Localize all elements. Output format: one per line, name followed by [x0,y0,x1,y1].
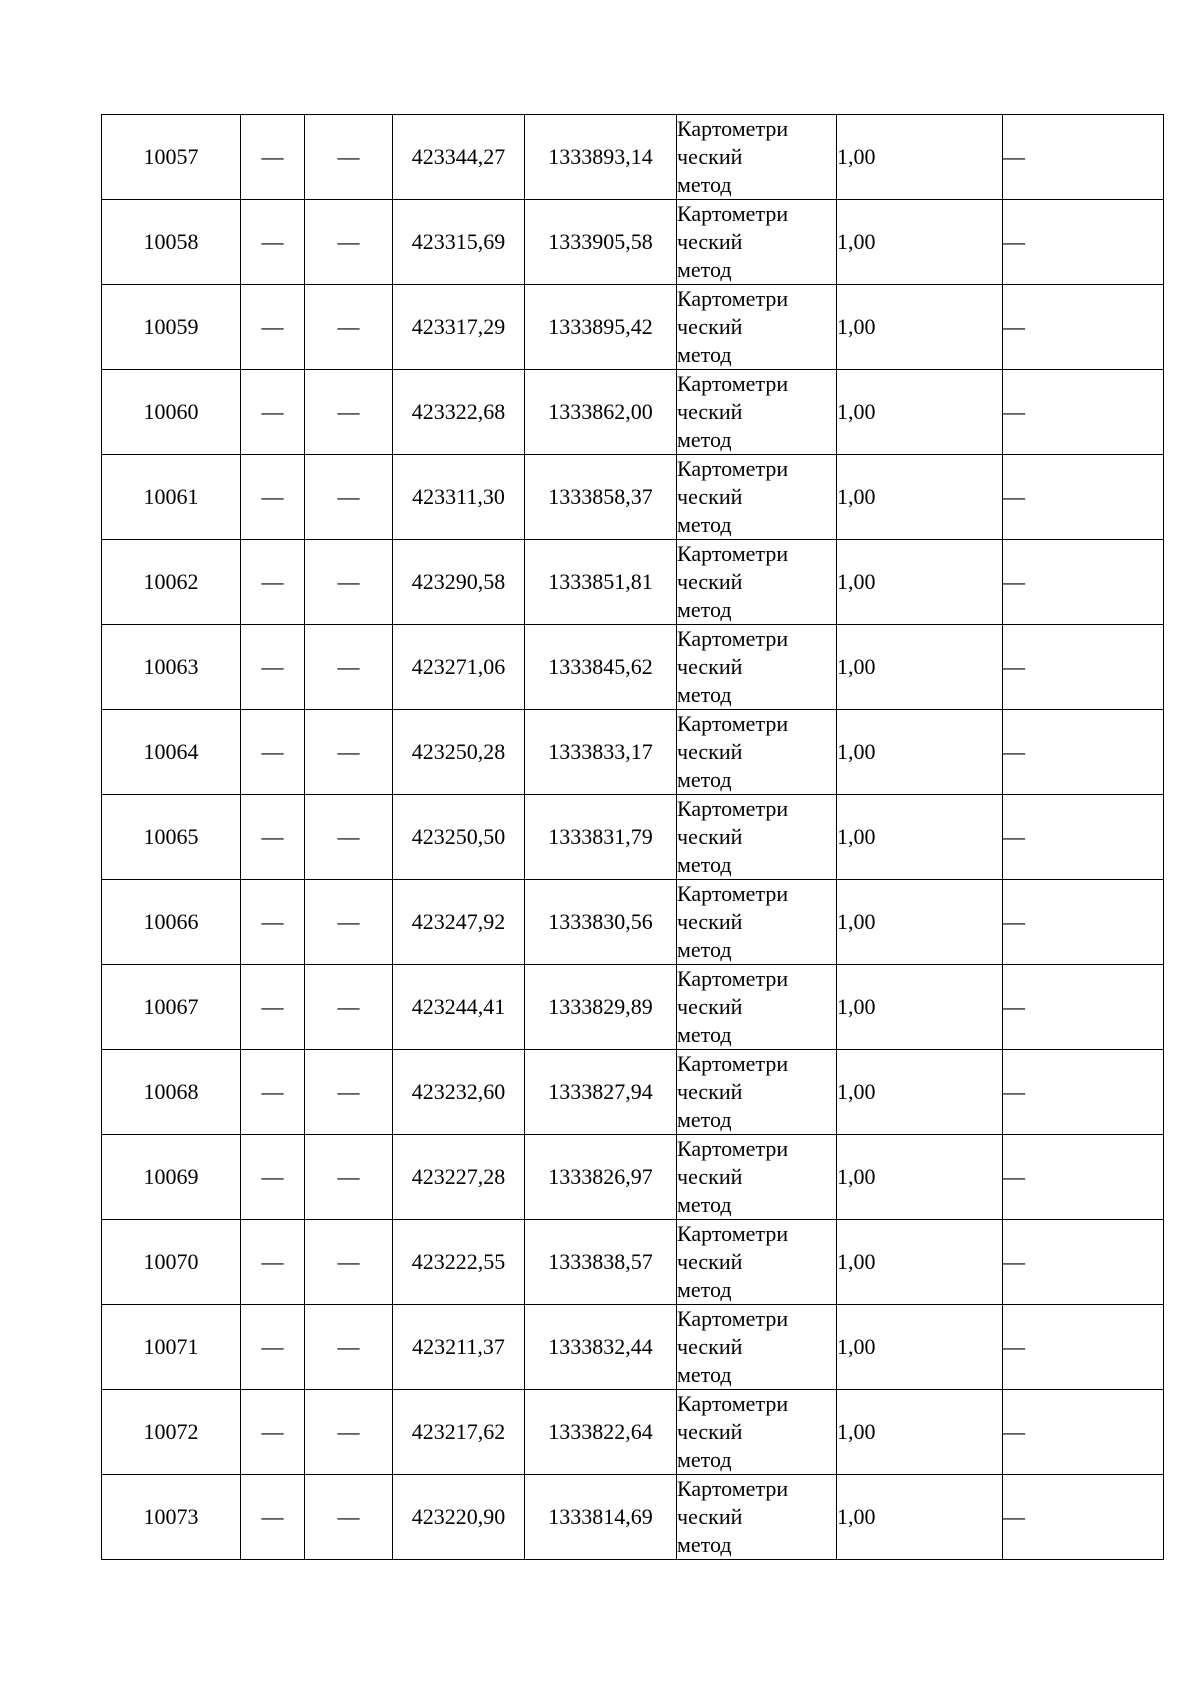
method-line: ческий [677,824,743,849]
table-row [102,370,1164,455]
x-coordinate-cell: 423250,28 [393,710,525,795]
table-row [102,1050,1164,1135]
accuracy-cell: 1,00 [837,1390,1003,1475]
method-line: метод [677,767,732,792]
method-line: ческий [677,399,743,424]
empty-value-cell: — [241,625,305,710]
accuracy-cell: 1,00 [837,1135,1003,1220]
empty-value-cell: — [241,1305,305,1390]
y-coordinate-cell: 1333905,58 [525,200,677,285]
accuracy-cell: 1,00 [837,625,1003,710]
y-coordinate-cell: 1333862,00 [525,370,677,455]
method-line: Картометри [677,456,789,481]
empty-value-cell: — [1003,455,1164,540]
x-coordinate-cell: 423271,06 [393,625,525,710]
empty-value-cell: — [305,1135,393,1220]
method-line: метод [677,1447,732,1472]
method-cell [677,1390,837,1475]
empty-value-cell: — [1003,1305,1164,1390]
accuracy-cell: 1,00 [837,880,1003,965]
accuracy-cell: 1,00 [837,455,1003,540]
empty-value-cell: — [241,540,305,625]
empty-value-cell: — [1003,1050,1164,1135]
accuracy-cell: 1,00 [837,965,1003,1050]
x-coordinate-cell: 423247,92 [393,880,525,965]
empty-value-cell: — [305,1050,393,1135]
x-coordinate-cell: 423290,58 [393,540,525,625]
point-number-cell: 10058 [102,200,241,285]
x-coordinate-cell: 423217,62 [393,1390,525,1475]
point-number-cell: 10057 [102,115,241,200]
point-number-cell: 10065 [102,795,241,880]
empty-value-cell: — [1003,795,1164,880]
accuracy-cell: 1,00 [837,540,1003,625]
method-line: Картометри [677,626,789,651]
method-cell [677,370,837,455]
method-line: ческий [677,484,743,509]
empty-value-cell: — [241,1135,305,1220]
table-row [102,965,1164,1050]
method-cell [677,1050,837,1135]
y-coordinate-cell: 1333832,44 [525,1305,677,1390]
x-coordinate-cell: 423244,41 [393,965,525,1050]
point-number-cell: 10067 [102,965,241,1050]
x-coordinate-cell: 423315,69 [393,200,525,285]
method-line: Картометри [677,116,789,141]
y-coordinate-cell: 1333827,94 [525,1050,677,1135]
x-coordinate-cell: 423317,29 [393,285,525,370]
method-line: ческий [677,739,743,764]
empty-value-cell: — [305,115,393,200]
point-number-cell: 10070 [102,1220,241,1305]
method-cell [677,285,837,370]
point-number-cell: 10073 [102,1475,241,1560]
empty-value-cell: — [241,1050,305,1135]
y-coordinate-cell: 1333814,69 [525,1475,677,1560]
method-line: метод [677,1022,732,1047]
method-line: Картометри [677,541,789,566]
accuracy-cell: 1,00 [837,200,1003,285]
method-line: Картометри [677,286,789,311]
method-line: Картометри [677,1136,789,1161]
method-cell [677,115,837,200]
empty-value-cell: — [1003,1390,1164,1475]
method-line: ческий [677,144,743,169]
y-coordinate-cell: 1333845,62 [525,625,677,710]
method-line: ческий [677,1249,743,1274]
point-number-cell: 10061 [102,455,241,540]
x-coordinate-cell: 423220,90 [393,1475,525,1560]
point-number-cell: 10069 [102,1135,241,1220]
empty-value-cell: — [1003,1475,1164,1560]
point-number-cell: 10062 [102,540,241,625]
method-line: ческий [677,1164,743,1189]
empty-value-cell: — [241,1390,305,1475]
accuracy-cell: 1,00 [837,1050,1003,1135]
x-coordinate-cell: 423211,37 [393,1305,525,1390]
method-line: ческий [677,909,743,934]
empty-value-cell: — [1003,370,1164,455]
x-coordinate-cell: 423227,28 [393,1135,525,1220]
method-line: метод [677,937,732,962]
table-row [102,200,1164,285]
point-number-cell: 10068 [102,1050,241,1135]
y-coordinate-cell: 1333858,37 [525,455,677,540]
point-number-cell: 10060 [102,370,241,455]
method-cell [677,1135,837,1220]
accuracy-cell: 1,00 [837,1475,1003,1560]
method-line: Картометри [677,1221,789,1246]
y-coordinate-cell: 1333893,14 [525,115,677,200]
method-line: ческий [677,1419,743,1444]
y-coordinate-cell: 1333833,17 [525,710,677,795]
method-line: метод [677,1362,732,1387]
y-coordinate-cell: 1333838,57 [525,1220,677,1305]
empty-value-cell: — [1003,1135,1164,1220]
x-coordinate-cell: 423344,27 [393,115,525,200]
method-line: метод [677,1107,732,1132]
method-cell [677,625,837,710]
method-line: Картометри [677,1391,789,1416]
method-line: ческий [677,994,743,1019]
accuracy-cell: 1,00 [837,795,1003,880]
accuracy-cell: 1,00 [837,710,1003,795]
point-number-cell: 10064 [102,710,241,795]
table-row [102,1135,1164,1220]
table-body [102,115,1164,1560]
empty-value-cell: — [241,1475,305,1560]
point-number-cell: 10071 [102,1305,241,1390]
accuracy-cell: 1,00 [837,1305,1003,1390]
table-row [102,1305,1164,1390]
method-cell [677,1475,837,1560]
empty-value-cell: — [241,1220,305,1305]
method-line: ческий [677,654,743,679]
empty-value-cell: — [1003,285,1164,370]
empty-value-cell: — [305,1305,393,1390]
empty-value-cell: — [1003,200,1164,285]
empty-value-cell: — [305,1475,393,1560]
method-cell [677,1305,837,1390]
y-coordinate-cell: 1333851,81 [525,540,677,625]
method-line: метод [677,342,732,367]
empty-value-cell: — [1003,710,1164,795]
accuracy-cell: 1,00 [837,115,1003,200]
empty-value-cell: — [305,200,393,285]
empty-value-cell: — [241,795,305,880]
empty-value-cell: — [305,1390,393,1475]
accuracy-cell: 1,00 [837,370,1003,455]
method-line: ческий [677,314,743,339]
empty-value-cell: — [305,625,393,710]
empty-value-cell: — [241,965,305,1050]
method-line: метод [677,172,732,197]
method-line: Картометри [677,1476,789,1501]
method-line: метод [677,682,732,707]
x-coordinate-cell: 423311,30 [393,455,525,540]
y-coordinate-cell: 1333830,56 [525,880,677,965]
empty-value-cell: — [1003,880,1164,965]
empty-value-cell: — [241,285,305,370]
empty-value-cell: — [305,965,393,1050]
x-coordinate-cell: 423322,68 [393,370,525,455]
method-line: Картометри [677,966,789,991]
empty-value-cell: — [305,455,393,540]
method-line: метод [677,1192,732,1217]
method-line: метод [677,427,732,452]
empty-value-cell: — [241,710,305,795]
table-row [102,285,1164,370]
table-row [102,795,1164,880]
y-coordinate-cell: 1333829,89 [525,965,677,1050]
empty-value-cell: — [1003,1220,1164,1305]
empty-value-cell: — [1003,540,1164,625]
method-line: Картометри [677,711,789,736]
accuracy-cell: 1,00 [837,285,1003,370]
method-line: Картометри [677,371,789,396]
empty-value-cell: — [305,540,393,625]
empty-value-cell: — [1003,965,1164,1050]
method-line: Картометри [677,881,789,906]
point-number-cell: 10072 [102,1390,241,1475]
empty-value-cell: — [305,370,393,455]
x-coordinate-cell: 423232,60 [393,1050,525,1135]
table-row [102,455,1164,540]
method-line: метод [677,512,732,537]
method-line: метод [677,1532,732,1557]
table-row [102,1475,1164,1560]
method-cell [677,795,837,880]
method-line: Картометри [677,201,789,226]
method-line: ческий [677,1504,743,1529]
y-coordinate-cell: 1333831,79 [525,795,677,880]
method-line: метод [677,597,732,622]
method-cell [677,200,837,285]
empty-value-cell: — [241,455,305,540]
table-row [102,1220,1164,1305]
y-coordinate-cell: 1333822,64 [525,1390,677,1475]
coordinates-table [101,114,1164,1560]
empty-value-cell: — [305,1220,393,1305]
method-line: ческий [677,229,743,254]
empty-value-cell: — [241,115,305,200]
x-coordinate-cell: 423250,50 [393,795,525,880]
method-cell [677,880,837,965]
accuracy-cell: 1,00 [837,1220,1003,1305]
method-line: метод [677,1277,732,1302]
table-row [102,115,1164,200]
y-coordinate-cell: 1333895,42 [525,285,677,370]
empty-value-cell: — [241,200,305,285]
method-line: ческий [677,1079,743,1104]
method-line: Картометри [677,1306,789,1331]
empty-value-cell: — [305,880,393,965]
table-row [102,625,1164,710]
point-number-cell: 10063 [102,625,241,710]
table-row [102,540,1164,625]
method-line: Картометри [677,796,789,821]
point-number-cell: 10059 [102,285,241,370]
method-cell [677,710,837,795]
empty-value-cell: — [1003,115,1164,200]
empty-value-cell: — [1003,625,1164,710]
method-cell [677,1220,837,1305]
empty-value-cell: — [305,795,393,880]
method-line: ческий [677,569,743,594]
point-number-cell: 10066 [102,880,241,965]
method-line: метод [677,257,732,282]
method-cell [677,540,837,625]
method-line: метод [677,852,732,877]
empty-value-cell: — [241,370,305,455]
x-coordinate-cell: 423222,55 [393,1220,525,1305]
empty-value-cell: — [305,285,393,370]
method-line: Картометри [677,1051,789,1076]
method-cell [677,455,837,540]
method-cell [677,965,837,1050]
empty-value-cell: — [305,710,393,795]
table-row [102,710,1164,795]
y-coordinate-cell: 1333826,97 [525,1135,677,1220]
method-line: ческий [677,1334,743,1359]
empty-value-cell: — [241,880,305,965]
table-row [102,1390,1164,1475]
table-row [102,880,1164,965]
